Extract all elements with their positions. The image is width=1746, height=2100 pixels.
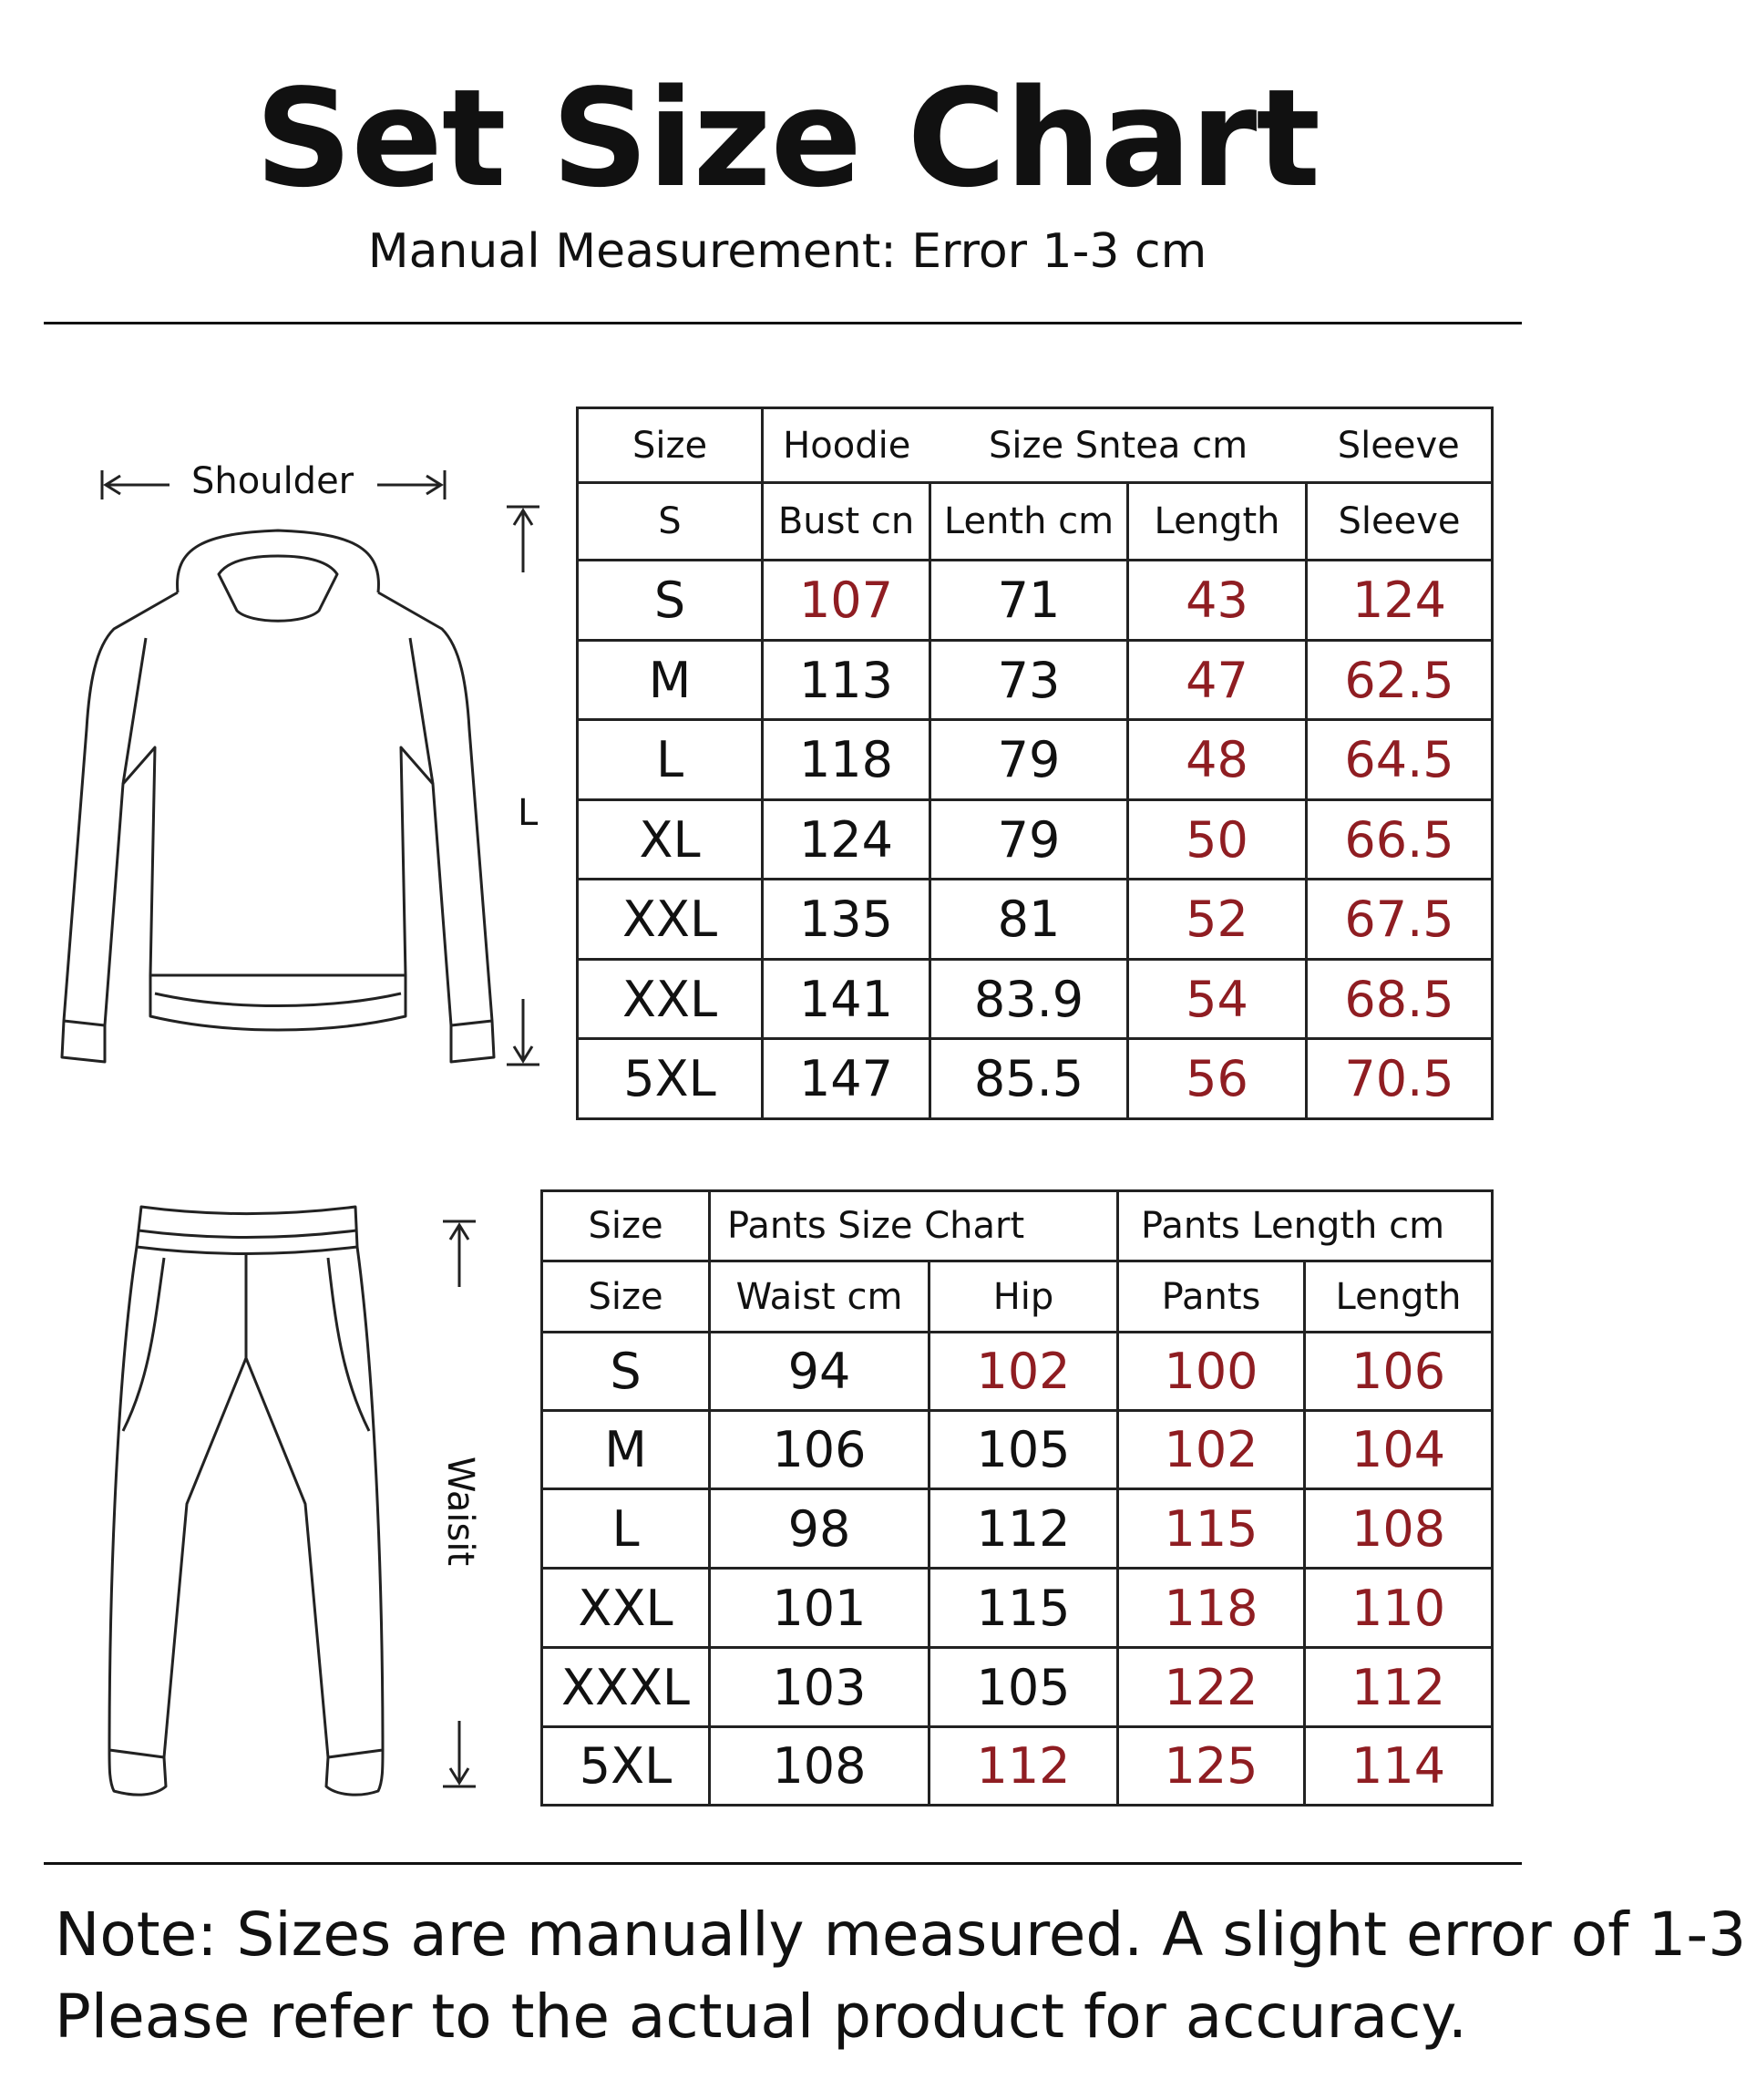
pants-length-cell: 112 xyxy=(1305,1648,1493,1727)
shoulder-length-cell: 54 xyxy=(1128,960,1307,1039)
pants-outline-icon xyxy=(100,1203,392,1800)
pants-cell: 102 xyxy=(1118,1411,1305,1489)
size-cell: M xyxy=(542,1411,710,1489)
pants-cell: 125 xyxy=(1118,1727,1305,1806)
hip-cell: 112 xyxy=(929,1727,1118,1806)
length-cell: 85.5 xyxy=(930,1039,1128,1119)
bust-cell: 135 xyxy=(763,880,930,960)
header-cell: Sleeve xyxy=(1307,483,1493,561)
bust-cell: 124 xyxy=(763,800,930,880)
table-row xyxy=(542,1489,1493,1569)
arrow-right-icon xyxy=(374,467,448,503)
pants-cell: 100 xyxy=(1118,1333,1305,1411)
length-cell: 79 xyxy=(930,720,1128,800)
length-cell: 81 xyxy=(930,880,1128,960)
note-line-1: Note: Sizes are manually measured. A slight error of 1-3 xyxy=(55,1899,1746,1970)
sleeve-cell: 64.5 xyxy=(1307,720,1493,800)
size-cell: XL xyxy=(578,800,763,880)
header-cell: Pants Length cm xyxy=(1118,1191,1493,1261)
waist-cell: 94 xyxy=(710,1333,929,1411)
waist-cell: 101 xyxy=(710,1569,929,1648)
table-row xyxy=(578,720,1493,800)
table-row xyxy=(578,1039,1493,1119)
header-cell: Length xyxy=(1128,483,1307,561)
bust-cell: 147 xyxy=(763,1039,930,1119)
hip-cell: 115 xyxy=(929,1569,1118,1648)
bust-cell: 107 xyxy=(763,561,930,641)
size-cell: S xyxy=(578,561,763,641)
shoulder-label: Shoulder xyxy=(191,460,354,502)
pants-length-cell: 108 xyxy=(1305,1489,1493,1569)
header-cell: S xyxy=(578,483,763,561)
size-cell: L xyxy=(542,1489,710,1569)
table-row xyxy=(578,960,1493,1039)
arrow-up-icon xyxy=(441,1218,478,1291)
size-cell: 5XL xyxy=(578,1039,763,1119)
table-header-row xyxy=(578,483,1493,561)
page-title: Set Size Chart xyxy=(254,60,1320,217)
length-cell: 73 xyxy=(930,641,1128,720)
sleeve-cell: 70.5 xyxy=(1307,1039,1493,1119)
shoulder-length-cell: 52 xyxy=(1128,880,1307,960)
pants-length-cell: 104 xyxy=(1305,1411,1493,1489)
sleeve-cell: 66.5 xyxy=(1307,800,1493,880)
length-cell: 79 xyxy=(930,800,1128,880)
table-row xyxy=(578,641,1493,720)
table-row xyxy=(578,561,1493,641)
shoulder-length-cell: 48 xyxy=(1128,720,1307,800)
table-row xyxy=(542,1648,1493,1727)
table-row xyxy=(542,1727,1493,1806)
table-header-row xyxy=(542,1191,1493,1261)
waist-cell: 103 xyxy=(710,1648,929,1727)
pants-length-cell: 114 xyxy=(1305,1727,1493,1806)
shoulder-length-cell: 43 xyxy=(1128,561,1307,641)
size-cell: XXL xyxy=(542,1569,710,1648)
sleeve-cell: 68.5 xyxy=(1307,960,1493,1039)
shoulder-length-cell: 47 xyxy=(1128,641,1307,720)
header-cell: Sleeve xyxy=(1307,408,1493,483)
header-cell: Length xyxy=(1305,1261,1493,1333)
table-row xyxy=(542,1569,1493,1648)
header-cell: Size Sntea cm xyxy=(930,408,1307,483)
pants-cell: 115 xyxy=(1118,1489,1305,1569)
hip-cell: 105 xyxy=(929,1648,1118,1727)
waist-cell: 108 xyxy=(710,1727,929,1806)
note-line-2: Please refer to the actual product for accuracy. xyxy=(55,1982,1468,2052)
arrow-left-icon xyxy=(98,467,173,503)
table-header-row xyxy=(578,408,1493,483)
waist-cell: 106 xyxy=(710,1411,929,1489)
header-cell: Lenth cm xyxy=(930,483,1128,561)
sleeve-cell: 62.5 xyxy=(1307,641,1493,720)
hoodie-size-table xyxy=(576,407,1494,1120)
header-cell: Size xyxy=(578,408,763,483)
pants-length-cell: 110 xyxy=(1305,1569,1493,1648)
waist-label: Waisit xyxy=(439,1456,481,1567)
header-cell: Size xyxy=(542,1261,710,1333)
table-row xyxy=(578,800,1493,880)
length-label: L xyxy=(518,792,539,834)
bust-cell: 141 xyxy=(763,960,930,1039)
waist-cell: 98 xyxy=(710,1489,929,1569)
header-cell: Bust cn xyxy=(763,483,930,561)
table-row xyxy=(542,1333,1493,1411)
hip-cell: 102 xyxy=(929,1333,1118,1411)
arrow-up-icon xyxy=(505,503,541,576)
size-cell: L xyxy=(578,720,763,800)
bust-cell: 113 xyxy=(763,641,930,720)
header-cell: Hoodie xyxy=(763,408,930,483)
header-cell: Pants Size Chart xyxy=(710,1191,1118,1261)
size-cell: 5XL xyxy=(542,1727,710,1806)
arrow-down-icon xyxy=(505,995,541,1068)
pants-length-cell: 106 xyxy=(1305,1333,1493,1411)
size-cell: M xyxy=(578,641,763,720)
arrow-down-icon xyxy=(441,1717,478,1790)
header-cell: Pants xyxy=(1118,1261,1305,1333)
sleeve-cell: 67.5 xyxy=(1307,880,1493,960)
bottom-divider xyxy=(44,1862,1522,1865)
shoulder-length-cell: 50 xyxy=(1128,800,1307,880)
header-cell: Waist cm xyxy=(710,1261,929,1333)
table-row xyxy=(542,1411,1493,1489)
pants-cell: 122 xyxy=(1118,1648,1305,1727)
header-cell: Size xyxy=(542,1191,710,1261)
hip-cell: 105 xyxy=(929,1411,1118,1489)
top-divider xyxy=(44,322,1522,324)
hip-cell: 112 xyxy=(929,1489,1118,1569)
hoodie-outline-icon xyxy=(46,510,510,1076)
table-header-row xyxy=(542,1261,1493,1333)
shoulder-length-cell: 56 xyxy=(1128,1039,1307,1119)
bust-cell: 118 xyxy=(763,720,930,800)
size-cell: XXL xyxy=(578,880,763,960)
header-cell: Hip xyxy=(929,1261,1118,1333)
size-cell: S xyxy=(542,1333,710,1411)
size-cell: XXXL xyxy=(542,1648,710,1727)
table-row xyxy=(578,880,1493,960)
pants-cell: 118 xyxy=(1118,1569,1305,1648)
length-cell: 83.9 xyxy=(930,960,1128,1039)
length-cell: 71 xyxy=(930,561,1128,641)
page-subtitle: Manual Measurement: Error 1-3 cm xyxy=(367,224,1207,279)
size-cell: XXL xyxy=(578,960,763,1039)
sleeve-cell: 124 xyxy=(1307,561,1493,641)
pants-size-table xyxy=(540,1189,1494,1807)
